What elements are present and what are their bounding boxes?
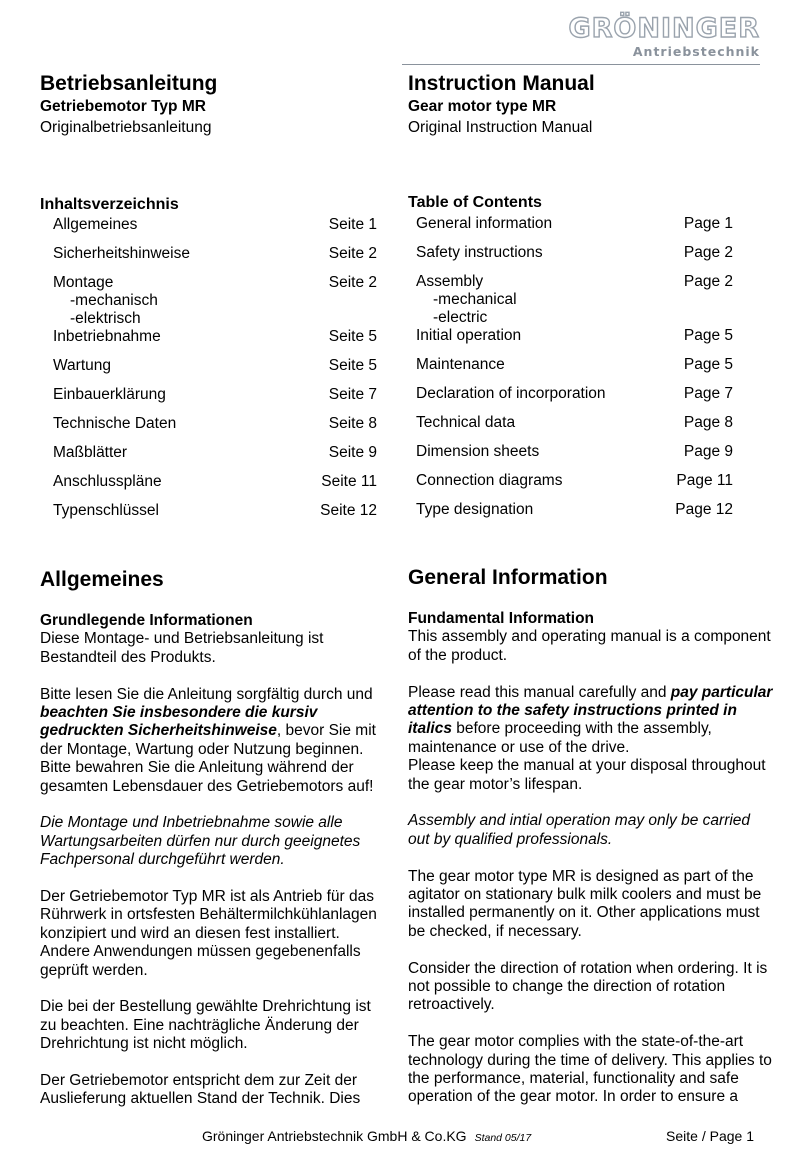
paragraph-en-3: Assembly and intial operation may only be carried out by qualified professionals.	[408, 812, 751, 848]
text-run: , bevor Sie mit der Montage, Wartung oder Nutzung beginnen. Bitte bewahren Sie die Anleitung während der gesamten Lebensdauer des Getriebemotors auf!	[40, 722, 376, 795]
paragraph-de-6: Der Getriebemotor entspricht dem zur Zeit der Auslieferung aktuellen Stand der Technik. Dies	[40, 1072, 361, 1108]
toc-page: Page 5	[683, 356, 733, 373]
toc-heading-de: Inhaltsverzeichnis	[40, 196, 179, 213]
toc-label: Anschlusspläne	[53, 473, 162, 490]
toc-label: Allgemeines	[53, 216, 138, 233]
toc-label: Sicherheitshinweise	[53, 245, 190, 262]
paragraph-de-1: Diese Montage- und Betriebsanleitung ist Bestandteil des Produkts.	[40, 630, 324, 666]
toc-subitem: -electric	[433, 309, 488, 326]
toc-page: Seite 5	[328, 328, 377, 345]
paragraph-de-4: Der Getriebemotor Typ MR ist als Antrieb für das Rührwerk in ortsfesten Behältermilchkühlanlagen konzipiert und wird an diesen fest installiert. Andere Anwendungen müssen gegebenenfalls geprüft werden.	[40, 888, 377, 979]
text-run: Bitte lesen Sie die Anleitung sorgfältig durch und	[40, 685, 373, 703]
fundamental-heading-de: Grundlegende Informationen	[40, 612, 253, 629]
section-title-en: General Information	[408, 566, 608, 589]
toc-page: Page 8	[683, 414, 733, 431]
toc-page: Seite 9	[328, 444, 377, 461]
title-de: Betriebsanleitung	[40, 72, 218, 95]
toc-subitem: -elektrisch	[70, 310, 141, 327]
subtitle-de: Getriebemotor Typ MR	[40, 98, 206, 115]
emphasis-text: beachten Sie insbesondere die kursiv gedruckten Sicherheitshinweise	[40, 704, 318, 740]
paragraph-en-6: The gear motor complies with the state-of-the-art technology during the time of delivery. This applies to the performance, material, functionality and safe operation of the gear motor. In order to ensure a	[408, 1033, 772, 1106]
toc-label: Inbetriebnahme	[53, 328, 161, 345]
toc-page: Seite 7	[328, 386, 377, 403]
toc-page: Page 12	[675, 501, 733, 518]
toc-label: Safety instructions	[416, 244, 543, 261]
paragraph-de-5: Die bei der Bestellung gewählte Drehrichtung ist zu beachten. Eine nachträgliche Änderung der Drehrichtung ist nicht möglich.	[40, 998, 371, 1053]
body-en	[408, 610, 773, 1107]
toc-label: Declaration of incorporation	[416, 385, 606, 402]
toc-page: Seite 8	[328, 415, 377, 432]
toc-label: Technische Daten	[53, 415, 177, 432]
title-en: Instruction Manual	[408, 72, 595, 95]
toc-page: Seite 2	[328, 245, 377, 262]
original-label-de: Originalbetriebsanleitung	[40, 119, 212, 136]
toc-page: Page 5	[683, 327, 733, 344]
toc-label: Dimension sheets	[416, 443, 540, 460]
paragraph-en-4: The gear motor type MR is designed as part of the agitator on stationary bulk milk coolers and must be installed permanently on it. Other applications must be checked, if necessary.	[408, 867, 762, 940]
header-rule	[402, 64, 760, 65]
toc-label: Maintenance	[416, 356, 505, 373]
paragraph-en-5: Consider the direction of rotation when ordering. It is not possible to change the direction of rotation retroactively.	[408, 959, 768, 1014]
toc-label: Einbauerklärung	[53, 386, 166, 403]
toc-label: Wartung	[53, 357, 112, 374]
toc-page: Seite 12	[320, 502, 377, 519]
logo-subtitle: Antriebstechnik	[632, 44, 760, 59]
text-run: before proceeding with the assembly, maintenance or use of the drive.	[408, 720, 712, 756]
text-run: Please read this manual carefully and	[408, 683, 671, 701]
toc-page: Seite 5	[328, 357, 377, 374]
original-label-en: Original Instruction Manual	[408, 119, 593, 136]
company-logo	[568, 14, 760, 59]
toc-page: Seite 2	[328, 274, 377, 291]
revision-stamp: Stand 05/17	[474, 1132, 532, 1144]
footer-company	[202, 1128, 531, 1144]
toc-heading-en: Table of Contents	[408, 194, 542, 211]
toc-label: Technical data	[416, 414, 516, 431]
subtitle-en: Gear motor type MR	[408, 98, 557, 115]
paragraph-de-2	[40, 686, 385, 796]
toc-page: Page 1	[683, 215, 733, 232]
toc-subitem: -mechanisch	[70, 292, 158, 309]
toc-label: Initial operation	[416, 327, 522, 344]
toc-label: Type designation	[416, 501, 534, 518]
toc-page: Page 9	[683, 443, 733, 460]
toc-page: Page 11	[676, 472, 733, 489]
toc-label: Assembly	[416, 273, 484, 290]
toc-label: Typenschlüssel	[53, 502, 159, 519]
toc-label: Montage	[53, 274, 114, 291]
toc-page: Page 7	[683, 385, 733, 402]
toc-subitem: -mechanical	[433, 291, 517, 308]
fundamental-heading-en: Fundamental Information	[408, 610, 594, 627]
company-name: Gröninger Antriebstechnik GmbH & Co.KG	[202, 1128, 467, 1144]
paragraph-en-2b: Please keep the manual at your disposal throughout the gear motor’s lifespan.	[408, 757, 766, 793]
body-de	[40, 612, 385, 1109]
toc-page: Page 2	[683, 244, 733, 261]
paragraph-de-3: Die Montage und Inbetriebnahme sowie alle Wartungsarbeiten dürfen nur durch geeignetes Fachpersonal durchgeführt werden.	[40, 814, 361, 869]
logo-name: GRÖNINGER	[568, 13, 760, 44]
toc-page: Page 2	[683, 273, 733, 290]
toc-label: Maßblätter	[53, 444, 128, 461]
toc-label: Connection diagrams	[416, 472, 563, 489]
toc-page: Seite 11	[321, 473, 377, 490]
footer-page-number: Seite / Page 1	[666, 1128, 754, 1144]
toc-label: General information	[416, 215, 553, 232]
toc-page: Seite 1	[328, 216, 377, 233]
emphasis-text: pay particular attention to the safety instructions printed in italics	[408, 683, 773, 738]
paragraph-en-1: This assembly and operating manual is a component of the product.	[408, 628, 771, 664]
section-title-de: Allgemeines	[40, 568, 164, 591]
paragraph-en-2	[408, 684, 773, 758]
